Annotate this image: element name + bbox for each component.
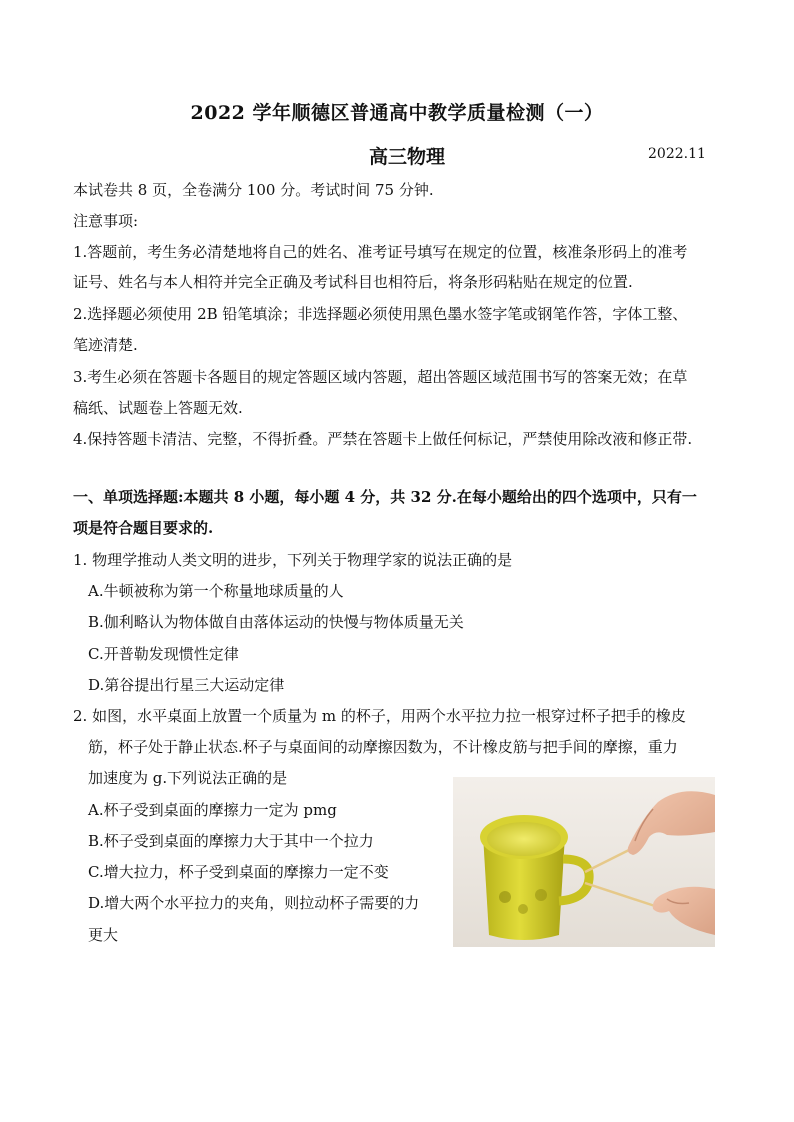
exam-info: 本试卷共 8 页，全卷满分 100 分。考试时间 75 分钟.: [73, 181, 434, 199]
question-2-option: 更大: [88, 926, 119, 944]
subject-title: 高三物理: [369, 146, 446, 168]
notice-line: 2.选择题必须使用 2B 铅笔填涂；非选择题必须使用黑色墨水签字笔或钢笔作答，字体工整、: [73, 305, 688, 323]
notice-title: 注意事项:: [73, 212, 139, 230]
notice-line: 稿纸、试题卷上答题无效.: [73, 399, 243, 417]
question-2-option: A.杯子受到桌面的摩擦力一定为 pmg: [88, 801, 337, 819]
notice-line: 证号、姓名与本人相符并完全正确及考试科目也相符后，将条形码粘贴在规定的位置.: [73, 273, 633, 291]
exam-title: 2022 学年顺德区普通高中教学质量检测（一）: [190, 102, 604, 124]
question-1-option: D.第谷提出行星三大运动定律: [88, 676, 285, 694]
question-2-option: C.增大拉力，杯子受到桌面的摩擦力一定不变: [88, 863, 389, 881]
question-1-stem: 1. 物理学推动人类文明的进步，下列关于物理学家的说法正确的是: [73, 551, 513, 569]
question-1-option: C.开普勒发现惯性定律: [88, 645, 239, 663]
question-1-option: A.牛顿被称为第一个称量地球质量的人: [88, 582, 344, 600]
notice-line: 笔迹清楚.: [73, 336, 138, 354]
notice-line: 4.保持答题卡清洁、完整，不得折叠。严禁在答题卡上做任何标记，严禁使用除改液和修正带.: [73, 430, 693, 448]
exam-date: 2022.11: [648, 146, 706, 162]
question-2-stem: 筋，杯子处于静止状态.杯子与桌面间的动摩擦因数为，不计橡皮筋与把手间的摩擦，重力: [88, 738, 678, 756]
question-2-stem: 加速度为 g.下列说法正确的是: [88, 769, 288, 787]
section-heading: 项是符合题目要求的.: [73, 519, 214, 537]
section-heading: 一、单项选择题:本题共 8 小题，每小题 4 分，共 32 分.在每小题给出的四个选项中，只有一: [73, 488, 697, 506]
question-2-option: D.增大两个水平拉力的夹角，则拉动杯子需要的力: [88, 894, 420, 912]
question-2-stem: 2. 如图，水平桌面上放置一个质量为 m 的杯子，用两个水平拉力拉一根穿过杯子把手的橡皮: [73, 707, 686, 725]
notice-line: 3.考生必须在答题卡各题目的规定答题区域内答题，超出答题区域范围书写的答案无效；在草: [73, 368, 688, 386]
cup-rubber-band-photo: [453, 777, 715, 947]
question-1-option: B.伽利略认为物体做自由落体运动的快慢与物体质量无关: [88, 613, 464, 631]
question-2-option: B.杯子受到桌面的摩擦力大于其中一个拉力: [88, 832, 374, 850]
notice-line: 1.答题前，考生务必清楚地将自己的姓名、准考证号填写在规定的位置，核准条形码上的准考: [73, 243, 688, 261]
